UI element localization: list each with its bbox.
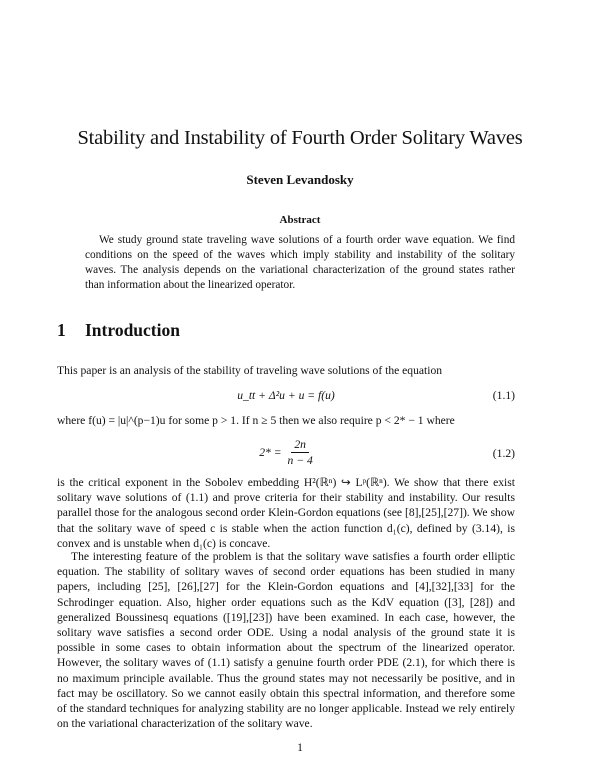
abstract-text: We study ground state traveling wave solutions of a fourth order wave equation. We find conditions on the speed of the waves which imply stability and instability of the solitary waves. The analysis depends on the variational characterization of the ground states rather than information about the linearized operator. <box>85 234 515 291</box>
author-name: Steven Levandosky <box>246 172 354 187</box>
where-paragraph: where f(u) = |u|^(p−1)u for some p > 1. If n ≥ 5 then we also require p < 2* − 1 where <box>57 414 455 427</box>
abstract-heading: Abstract <box>279 214 321 226</box>
page-number: 1 <box>297 741 303 754</box>
section-title: Introduction <box>85 320 180 340</box>
equation-1-2-label: (1.2) <box>492 447 515 460</box>
section-heading <box>57 320 180 341</box>
equation-1-2-numerator: 2n <box>291 438 309 453</box>
main-paragraph: The interesting feature of the problem is that the solitary wave satisfies a fourth order elliptic equation. The stability of solitary waves of second order equations has been studied in many papers, including [25], [26],[27] for the Klein-Gordon equations and [4],[32],[33] for the Schrodinger equation. Also, higher order equations such as the KdV equation ([3], [28]) and generalized Boussinesq equations ([19],[23]) have been examined. In each case, however, the solitary wave satisfies a second order ODE. Using a nodal analysis of the ground state it is possible in some cases to obtain information about the spectrum of the linearized operator. However, the solitary waves of (1.1) satisfy a genuine fourth order PDE (2.1), for which there is no maximum principle available. Thus the ground states may not necessarily be positive, and in fact may be oscillatory. So we cannot easily obtain this spectral information, and therefore some of the standard techniques for analyzing stability are no longer applicable. Instead we rely entirely on the variational characterization of the solitary wave. <box>57 550 515 731</box>
critical-exponent-paragraph: is the critical exponent in the Sobolev embedding H²(ℝⁿ) ↪ Lᵖ(ℝⁿ). We show that there exist solitary wave solutions of (1.1) and prove criteria for their stability and instability. Our results parallel those for the analogous second order Klein-Gordon equations (see [8],[25],[27]). We show that the solitary wave of speed c is stable when the action function d₁(c), defined by (3.14), is convex and is unstable when d₁(c) is concave. <box>57 476 515 550</box>
paper-title: Stability and Instability of Fourth Order Solitary Waves <box>77 127 523 149</box>
equation-1-2-fraction <box>288 438 313 467</box>
equation-1-1-label: (1.1) <box>492 389 515 402</box>
equation-1-2-denominator: n − 4 <box>287 454 313 467</box>
section-number: 1 <box>57 320 66 340</box>
intro-paragraph: This paper is an analysis of the stability of traveling wave solutions of the equation <box>57 364 443 377</box>
equation-1-1-expression: u_tt + Δ²u + u = f(u) <box>237 389 335 402</box>
equation-1-2-lhs: 2* = <box>259 446 282 459</box>
equation-1-2 <box>57 438 515 472</box>
